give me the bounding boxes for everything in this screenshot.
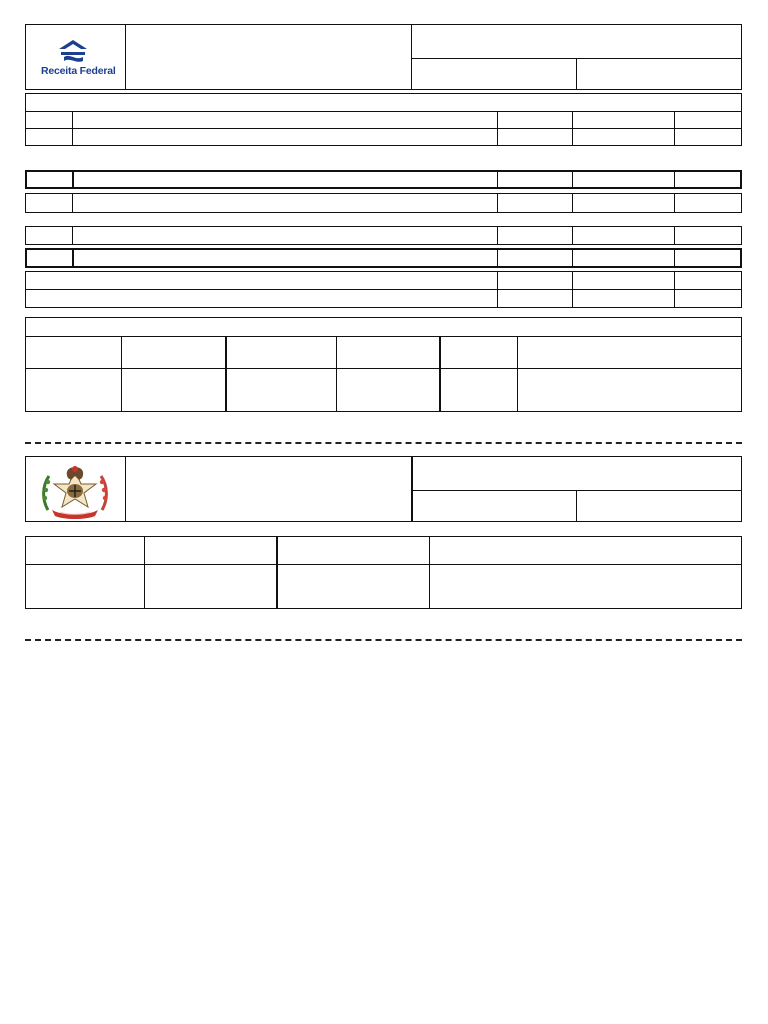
receita-federal-logo-text: Receita Federal bbox=[41, 65, 116, 77]
state-header bbox=[25, 456, 742, 522]
cut-line-1 bbox=[25, 442, 742, 444]
section-f-table bbox=[25, 536, 742, 609]
cut-line-2 bbox=[25, 639, 742, 641]
section-c-row-1 bbox=[25, 226, 742, 245]
state-coat-of-arms-icon bbox=[38, 460, 112, 520]
section-b-row-2 bbox=[25, 193, 742, 213]
receita-federal-emblem-icon bbox=[56, 38, 90, 64]
section-d-table bbox=[25, 271, 742, 308]
section-a-table bbox=[25, 111, 742, 146]
section-e-table bbox=[25, 317, 742, 412]
state-crest bbox=[38, 460, 112, 520]
federal-header bbox=[25, 24, 742, 90]
section-b-row-1 bbox=[25, 170, 742, 189]
receita-federal-logo bbox=[26, 25, 125, 89]
section-a-title-row bbox=[25, 93, 742, 112]
section-c-row-2 bbox=[25, 248, 742, 268]
